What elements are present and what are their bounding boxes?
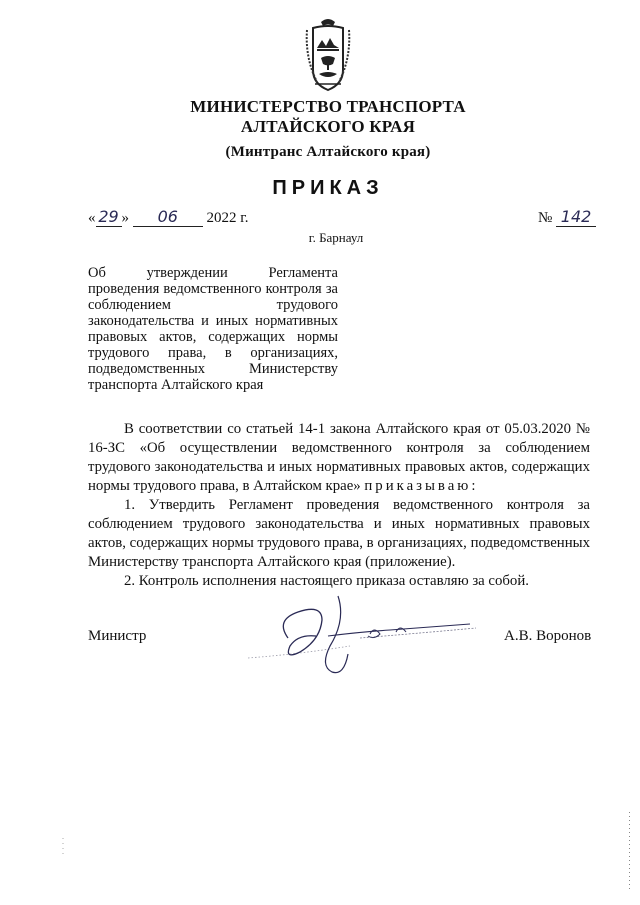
date-quote-close: » — [121, 210, 129, 226]
number-label: № — [538, 210, 553, 226]
handwritten-signature — [240, 590, 480, 690]
signatory-name: А.В. Воронов — [504, 628, 592, 644]
scan-margin-marks-left — [62, 838, 64, 854]
number-value: 142 — [556, 207, 596, 227]
order-item-1: 1. Утвердить Регламент проведения ведомственного контроля за соблюдением трудового законодательства и иных нормативных правовых актов, содержащих нормы трудового права, в организациях, подведомственных Министерству транспорта Алтайского края (приложение). — [88, 497, 590, 570]
document-city: г. Барнаул — [308, 230, 364, 245]
preamble-text: В соответствии со статьей 14-1 закона Алтайского края от 05.03.2020 № 16-ЗС «Об осуществлении ведомственного контроля за соблюдением трудового законодательства и иных нормативных правовых актов, содержащих нормы трудового права, в Алтайском крае» — [88, 421, 590, 494]
scan-margin-marks — [628, 812, 631, 890]
document-body — [88, 420, 590, 591]
date-year: 2022 г. — [206, 210, 249, 226]
document-number — [538, 207, 596, 227]
date-day: 29 — [96, 207, 122, 227]
document-date — [88, 207, 248, 227]
ministry-name-line2: АЛТАЙСКОГО КРАЯ — [240, 117, 416, 136]
document-title: ПРИКАЗ — [272, 177, 384, 199]
ministry-name-line1: МИНИСТЕРСТВО ТРАНСПОРТА — [190, 97, 466, 116]
coat-of-arms-icon — [303, 18, 353, 92]
preamble-paragraph — [88, 420, 590, 496]
order-word: приказываю: — [364, 478, 479, 494]
document-subject: Об утверждении Регламента проведения ведомственного контроля за соблюдением трудового законодательства и иных нормативных правовых актов, содержащих нормы трудового права, в организациях, подведомственных Министерству транспорта Алтайского края — [88, 265, 338, 393]
signatory-position: Министр — [88, 628, 147, 644]
ministry-short-name: (Минтранс Алтайского края) — [225, 144, 431, 160]
date-month: 06 — [133, 207, 203, 227]
order-item-2: 2. Контроль исполнения настоящего приказа оставляю за собой. — [124, 573, 529, 589]
date-quote-open: « — [88, 210, 96, 226]
